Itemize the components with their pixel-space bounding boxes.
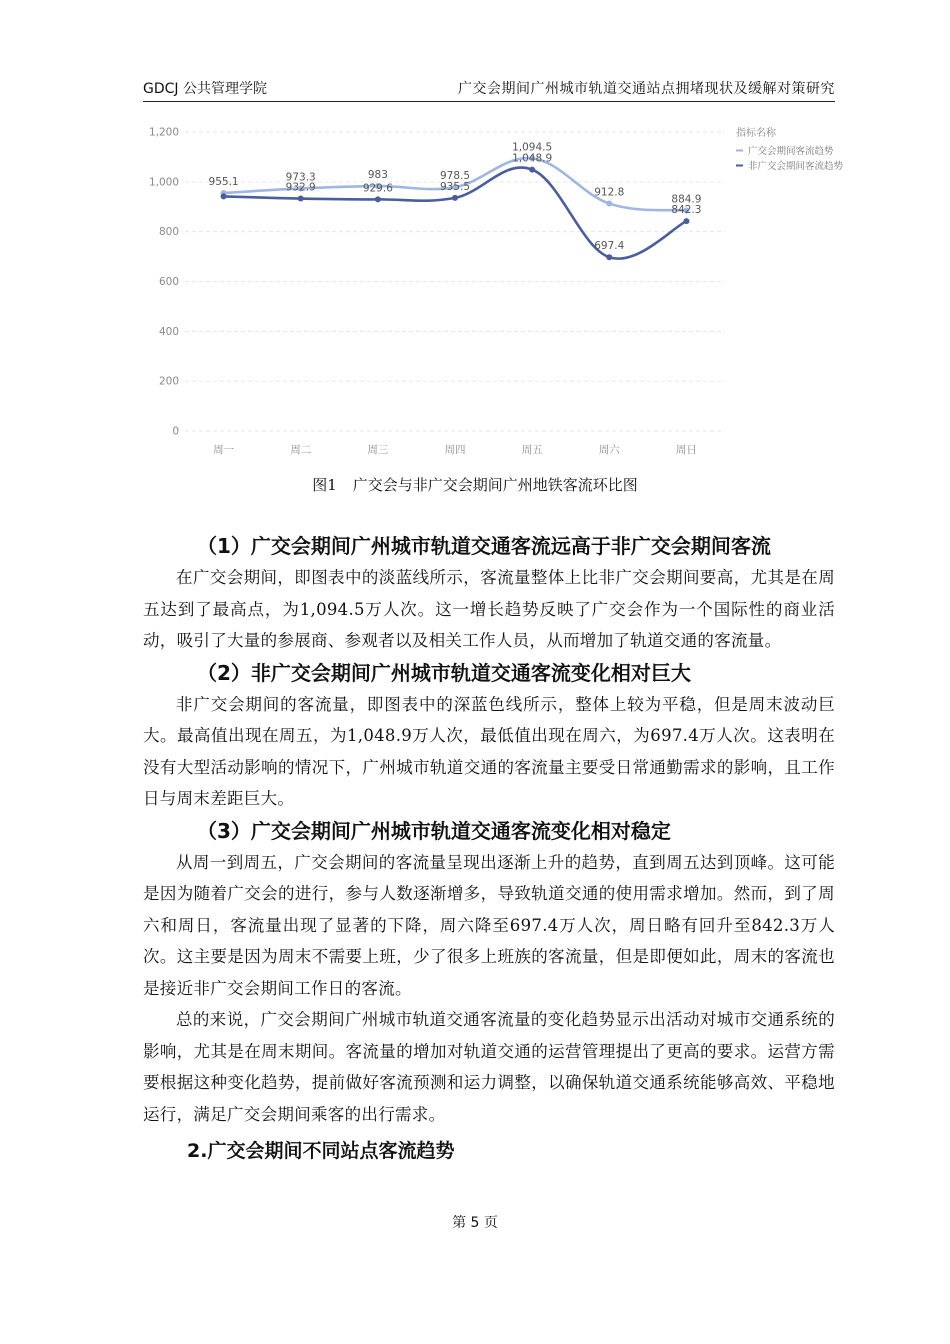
data-label: 912.8 [594,186,625,199]
y-tick-label: 1,200 [148,126,179,139]
x-tick-label: 周四 [444,444,466,456]
x-tick-label: 周五 [521,444,543,456]
section-heading-3: （3）广交会期间广州城市轨道交通客流变化相对稳定 [197,818,671,843]
header-institution: GDCJ 公共管理学院 [143,81,267,97]
body-content [143,530,835,1168]
x-tick-label: 周日 [675,444,697,456]
y-tick-label: 1,000 [148,176,179,189]
data-label: 935.5 [439,180,471,193]
paragraph: 总的来说，广交会期间广州城市轨道交通客流量的变化趋势显示出活动对城市交通系统的影响，尤其是在周末期间。客流量的增加对轨道交通的运营管理提出了更高的要求。运营方需要根据这种变化趋势，提前做好客流预测和运力调整，以确保轨道交通系统能够高效、平稳地运行，满足广交会期间乘客的出行需求。 [143,1010,835,1124]
section-heading-2: （2）非广交会期间广州城市轨道交通客流变化相对巨大 [197,660,691,685]
data-label: 983 [367,169,388,182]
data-point [298,196,304,202]
paragraph: 在广交会期间，即图表中的淡蓝线所示，客流量整体上比非广交会期间要高，尤其是在周五达到了最高点，为1,094.5万人次。这一增长趋势反映了广交会作为一个国际性的商业活动，吸引了大量的参展商、参观者以及相关工作人员，从而增加了轨道交通的客流量。 [143,568,835,650]
data-point [529,167,535,173]
x-tick-label: 周六 [598,444,620,456]
figure-title: 广交会与非广交会期间广州地铁客流环比图 [352,476,638,494]
data-point [606,254,612,260]
header-paper-title: 广交会期间广州城市轨道交通站点拥堵现状及缓解对策研究 [458,81,835,97]
passenger-flow-chart [140,118,860,468]
page-number: 第 5 页 [452,1215,498,1231]
data-point [606,201,612,207]
data-point [375,196,381,202]
data-label: 842.3 [671,204,702,217]
paragraph: 非广交会期间的客流量，即图表中的深蓝色线所示，整体上较为平稳，但是周末波动巨大。最高值出现在周五，为1,048.9万人次，最低值出现在周六，为697.4万人次。这表明在没有大型活动影响的情况下，广州城市轨道交通的客流量主要受日常通勤需求的影响，且工作日与周末差距巨大。 [143,694,835,808]
header-rule [143,101,835,102]
figure-caption [0,474,950,495]
data-label: 1,048.9 [512,152,553,165]
x-tick-label: 周三 [367,444,389,456]
y-tick-label: 600 [158,276,179,288]
data-point [221,193,227,199]
y-tick-label: 200 [158,375,179,388]
y-tick-label: 0 [172,425,179,438]
legend-entry: 非广交会期间客流趋势 [748,161,844,172]
data-label: 929.6 [362,182,393,195]
legend-entry: 广交会期间客流趋势 [748,146,834,157]
data-label: 697.4 [594,240,625,253]
section-heading-1: （1）广交会期间广州城市轨道交通客流远高于非广交会期间客流 [197,534,771,558]
figure-number: 图1 [312,476,337,494]
y-tick-label: 400 [158,325,179,338]
subsection-heading: 2.广交会期间不同站点客流趋势 [187,1140,455,1162]
data-label: 973.3 [285,171,316,184]
data-label: 1,094.5 [512,141,553,154]
paragraph: 从周一到周五，广交会期间的客流量呈现出逐渐上升的趋势，直到周五达到顶峰。这可能是因为随着广交会的进行，参与人数逐渐增多，导致轨道交通的使用需求增加。然而，到了周六和周日，客流量出现了显著的下降，周六降至697.4万人次，周日略有回升至842.3万人次。这主要是因为周末不需要上班，少了很多上班族的客流量，但是即便如此，周末的客流也是接近非广交会期间工作日的客流。 [143,852,835,998]
data-point [452,195,458,201]
legend-title: 指标名称 [736,128,776,139]
running-header [143,78,835,100]
data-point [683,218,689,224]
y-tick-label: 800 [158,226,179,239]
x-tick-label: 周二 [290,444,312,456]
data-label: 955.1 [208,176,239,189]
data-label: 884.9 [671,193,702,206]
data-label: 932.9 [285,181,316,194]
x-tick-label: 周一 [213,444,235,456]
data-label: 978.5 [439,170,471,183]
